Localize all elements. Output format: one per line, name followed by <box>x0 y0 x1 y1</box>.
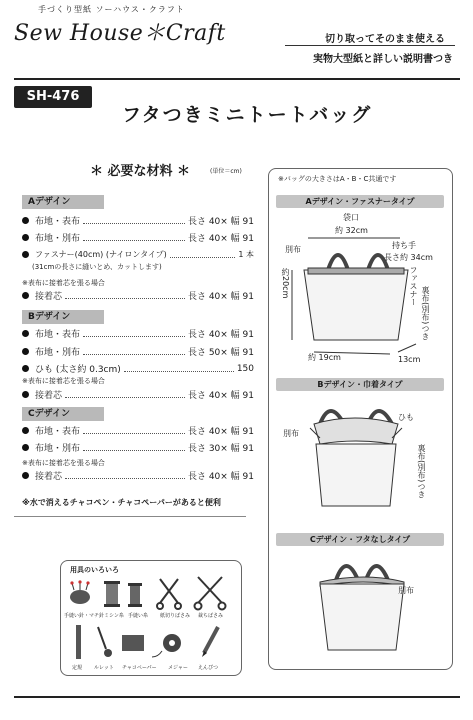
tool-label: チャコペーパー <box>122 665 157 671</box>
item-name: 接着芯 <box>35 472 63 482</box>
list-item <box>22 469 254 482</box>
pencil-icon <box>202 627 218 657</box>
bullet-icon <box>22 472 29 479</box>
bullet-icon <box>22 365 29 372</box>
lining-label: 裏布(別布)つき <box>417 444 426 499</box>
bullet-icon <box>22 234 29 241</box>
handle-label: 持ち手 <box>392 241 416 250</box>
page-title: フタつきミニトートバッグ <box>122 104 373 126</box>
interfacing-note: ※表布に接着芯を張る場合 <box>22 279 105 287</box>
depth-label: 13cm <box>398 355 421 364</box>
width-label: 約 19cm <box>308 353 341 362</box>
leader-dots <box>124 365 234 372</box>
leader-dots <box>83 427 185 434</box>
item-value: 長さ 40× 幅 91 <box>187 391 254 401</box>
item-name: ファスナー(40cm) (ナイロンタイプ) <box>35 250 167 259</box>
list-item <box>22 345 254 358</box>
leader-dots <box>65 391 185 398</box>
tool-label: 手縫い糸 <box>128 613 149 619</box>
leader-dots <box>65 292 185 299</box>
item-name: 布地・別布 <box>35 348 81 358</box>
tool-label: 定規 <box>72 665 83 671</box>
item-value: 長さ 40× 幅 91 <box>187 292 254 302</box>
item-name: 布地・表布 <box>35 217 81 227</box>
materials-heading: ＊ 必要な材料 ＊ <box>90 164 191 179</box>
diagram-a-label: Aデザイン・ファスナータイプ <box>276 195 444 208</box>
leader-dots <box>83 348 185 355</box>
bessu-label: 別布 <box>283 429 299 438</box>
unit-note: (単位＝cm) <box>210 168 242 175</box>
zipper-label: ファスナー <box>409 266 418 306</box>
brand-subtitle: 手づくり型紙 ソーハウス・クラフト <box>38 5 185 14</box>
bag-mouth-label: 袋口 <box>343 213 359 222</box>
tool-label: 紙切りばさみ <box>160 613 191 619</box>
bullet-icon <box>22 330 29 337</box>
tagline-divider <box>285 45 455 46</box>
item-name: 接着芯 <box>35 292 63 302</box>
chalk-paper-icon <box>122 635 144 651</box>
brand-logo: Sew House＊Craft <box>14 21 226 46</box>
item-value: 長さ 40× 幅 91 <box>187 427 254 437</box>
item-value: 長さ 40× 幅 91 <box>187 217 254 227</box>
diagram-c-label: Cデザイン・フタなしタイプ <box>276 533 444 546</box>
tools-illustration <box>62 575 238 673</box>
item-value: 1 本 <box>238 250 254 259</box>
bag-c-illustration <box>280 550 445 660</box>
design-b-label: Bデザイン <box>22 310 104 324</box>
pincushion-icon <box>70 580 90 604</box>
string-label: ひも <box>398 413 414 422</box>
top-rule <box>14 78 460 80</box>
tools-title: 用具のいろいろ <box>70 566 119 574</box>
bullet-icon <box>22 348 29 355</box>
tool-label: ルレット <box>94 665 114 671</box>
interfacing-note: ※表布に接着芯を張る場合 <box>22 459 105 467</box>
lining-label: 裏布(別布)つき <box>421 286 430 341</box>
item-name: ひも (太さ約 0.3cm) <box>35 365 121 375</box>
bullet-icon <box>22 427 29 434</box>
item-value: 長さ 40× 幅 91 <box>187 472 254 482</box>
item-name: 布地・別布 <box>35 444 81 454</box>
bullet-icon <box>22 217 29 224</box>
fabric-scissors-icon <box>195 577 226 610</box>
list-item <box>22 362 254 375</box>
tool-label: ミシン糸 <box>104 613 124 619</box>
bullet-icon <box>22 292 29 299</box>
tagline-2: 実物大型紙と詳しい説明書つき <box>313 54 453 65</box>
item-value: 長さ 40× 幅 91 <box>187 234 254 244</box>
item-name: 接着芯 <box>35 391 63 401</box>
chalk-note: ※水で消えるチャコペン・チャコペーパーがあると便利 <box>22 498 221 507</box>
bessu-label: 別布 <box>285 245 301 254</box>
list-item <box>22 231 254 244</box>
list-item <box>22 388 254 401</box>
ruler-icon <box>76 625 81 659</box>
item-value: 長さ 30× 幅 91 <box>187 444 254 454</box>
item-name: 布地・表布 <box>35 330 81 340</box>
leader-dots <box>83 444 185 451</box>
tool-label: メジャー <box>168 665 188 671</box>
design-c-label: Cデザイン <box>22 407 104 421</box>
tracing-wheel-icon <box>98 627 112 657</box>
section-divider <box>14 516 246 517</box>
leader-dots <box>170 251 236 258</box>
tool-label: 手縫い針・マチ針 <box>64 613 105 619</box>
list-item <box>22 289 254 302</box>
paper-scissors-icon <box>157 579 181 609</box>
bottom-rule <box>14 696 460 698</box>
item-value: 長さ 50× 幅 91 <box>187 348 254 358</box>
leader-dots <box>83 217 185 224</box>
tagline-1: 切り取ってそのまま使える <box>325 34 445 45</box>
pattern-code: SH-476 <box>14 86 92 108</box>
list-item <box>22 214 254 227</box>
leader-dots <box>83 234 185 241</box>
thread-spool-icon <box>104 581 120 607</box>
tool-label: えんぴつ <box>198 665 219 671</box>
tool-label: 裁ちばさみ <box>198 613 224 619</box>
hand-thread-icon <box>128 583 142 607</box>
list-item <box>22 327 254 340</box>
height-label: 約20cm <box>281 268 290 299</box>
list-item <box>22 424 254 437</box>
item-value: 150 <box>236 363 254 374</box>
bullet-icon <box>22 391 29 398</box>
bullet-icon <box>22 444 29 451</box>
list-item <box>22 441 254 454</box>
bessu-label: 別布 <box>398 586 414 595</box>
interfacing-note: ※表布に接着芯を張る場合 <box>22 377 105 385</box>
bullet-icon <box>22 251 29 258</box>
tape-measure-icon <box>152 634 181 657</box>
item-value: 長さ 40× 幅 91 <box>187 330 254 340</box>
leader-dots <box>65 472 185 479</box>
item-name: 布地・別布 <box>35 234 81 244</box>
item-name: 布地・表布 <box>35 427 81 437</box>
mouth-size-label: 約 32cm <box>335 226 368 235</box>
design-a-label: Aデザイン <box>22 195 104 209</box>
diagram-intro: ※バッグの大きさはA・B・C共通です <box>278 175 397 183</box>
diagram-b-label: Bデザイン・巾着タイプ <box>276 378 444 391</box>
handle-length-label: 長さ約 34cm <box>384 253 433 262</box>
leader-dots <box>83 330 185 337</box>
zipper-note: (31cmの長さに縫いとめ、カットします) <box>32 263 162 271</box>
list-item <box>22 248 254 261</box>
